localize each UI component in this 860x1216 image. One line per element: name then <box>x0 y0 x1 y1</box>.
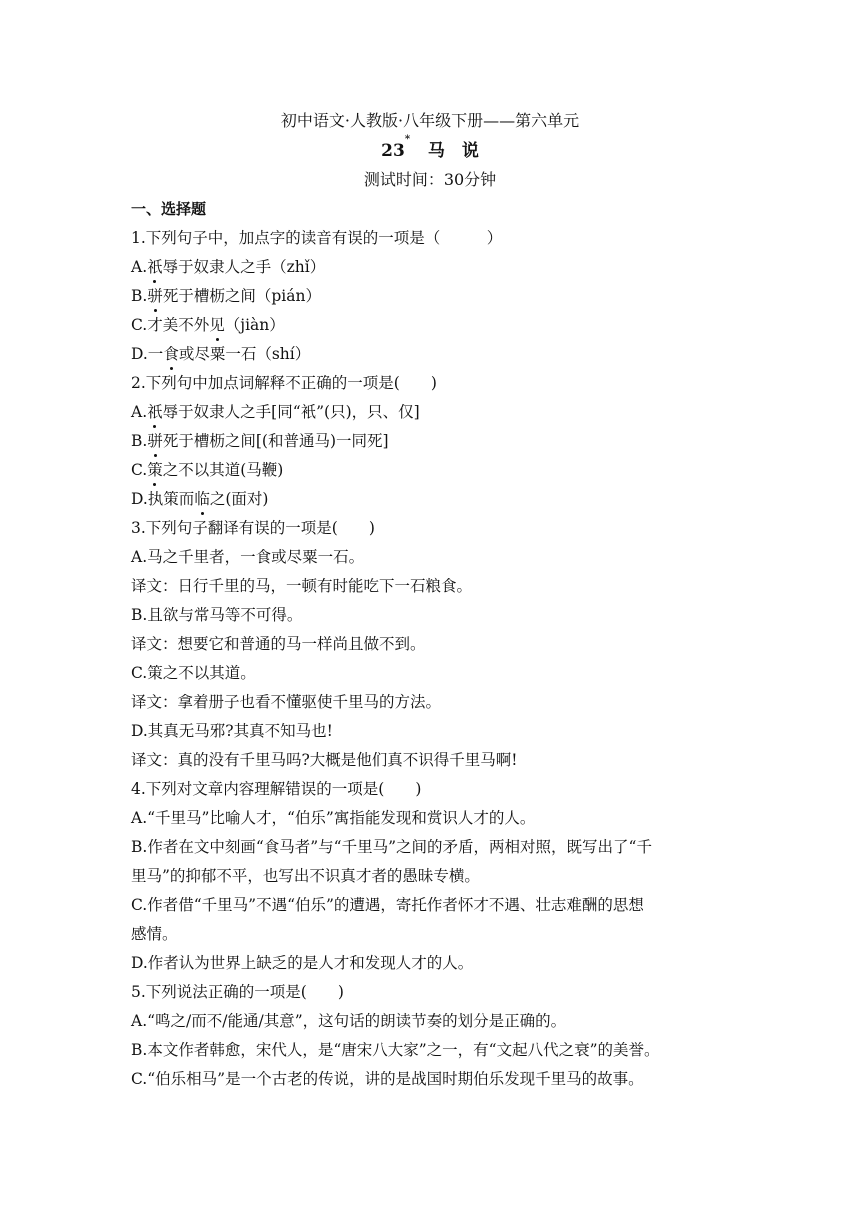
q3-line: 译文：日行千里的马，一顿有时能吃下一石粮食。 <box>131 577 473 595</box>
q2-option-b: B.骈死于槽枥之间[(和普通马)一同死] <box>131 427 736 456</box>
q4-option-b-line2: 里马”的抑郁不平，也写出不识真才者的愚昧专横。 <box>131 867 480 885</box>
dotted-char: 骈 <box>147 282 163 311</box>
q3-line: D.其真无马邪?其真不知马也! <box>131 722 333 740</box>
q4-stem: 4.下列对文章内容理解错误的一项是( ) <box>131 780 422 798</box>
q1-option-c: C.才美不外见（jiàn） <box>131 311 736 340</box>
dotted-char: 临 <box>194 485 210 514</box>
q3-line: 译文：想要它和普通的马一样尚且做不到。 <box>131 635 426 653</box>
lesson-title <box>0 136 860 161</box>
q2-stem: 2.下列句中加点词解释不正确的一项是( ) <box>131 374 437 392</box>
question-body <box>131 195 736 1094</box>
q5-option-c: C.“伯乐相马”是一个古老的传说，讲的是战国时期伯乐发现千里马的故事。 <box>131 1070 644 1088</box>
q4-option-c-line1: C.作者借“千里马”不遇“伯乐”的遭遇，寄托作者怀才不遇、壮志难酬的思想 <box>131 896 644 914</box>
lesson-number: 23 <box>381 141 405 161</box>
q3-line: C.策之不以其道。 <box>131 664 256 682</box>
section-title: 一、选择题 <box>131 200 207 218</box>
q1-stem: 1.下列句子中，加点字的读音有误的一项是（ ） <box>131 229 503 247</box>
q2-option-c: C.策之不以其道(马鞭) <box>131 456 736 485</box>
q3-stem: 3.下列句子翻译有误的一项是( ) <box>131 519 375 537</box>
q3-line: B.且欲与常马等不可得。 <box>131 606 303 624</box>
q3-line: 译文：拿着册子也看不懂驱使千里马的方法。 <box>131 693 442 711</box>
dotted-char: 食 <box>163 340 179 369</box>
q1-option-a: A.祇辱于奴隶人之手（zhǐ） <box>131 253 736 282</box>
q3-line: 译文：真的没有千里马吗?大概是他们真不识得千里马啊! <box>131 751 518 769</box>
test-time: 测试时间：30分钟 <box>363 170 497 189</box>
q1-option-d: D.一食或尽粟一石（shí） <box>131 340 736 369</box>
q4-option-c-line2: 感情。 <box>131 925 178 943</box>
q2-option-d: D.执策而临之(面对) <box>131 485 736 514</box>
dotted-char: 骈 <box>147 427 163 456</box>
dotted-char: 祇 <box>147 398 163 427</box>
dotted-char: 见 <box>209 311 225 340</box>
course-header: 初中语文·人教版·八年级下册——第六单元 <box>280 111 580 130</box>
dotted-char: 策 <box>147 456 163 485</box>
lesson-mark: * <box>404 134 411 145</box>
q3-line: A.马之千里者，一食或尽粟一石。 <box>131 548 365 566</box>
q5-stem: 5.下列说法正确的一项是( ) <box>131 983 344 1001</box>
q4-option-b-line1: B.作者在文中刻画“食马者”与“千里马”之间的矛盾，两相对照，既写出了“千 <box>131 838 652 856</box>
q2-option-a: A.祇辱于奴隶人之手[同“衹”(只)，只、仅] <box>131 398 736 427</box>
dotted-char: 祇 <box>147 253 163 282</box>
lesson-name: 马 说 <box>427 141 479 161</box>
q4-option-d: D.作者认为世界上缺乏的是人才和发现人才的人。 <box>131 954 474 972</box>
q5-option-a: A.“鸣之/而不/能通/其意”，这句话的朗读节奏的划分是正确的。 <box>131 1012 567 1030</box>
q5-option-b: B.本文作者韩愈，宋代人，是“唐宋八大家”之一，有“文起八代之衰”的美誉。 <box>131 1041 660 1059</box>
q1-option-b: B.骈死于槽枥之间（pián） <box>131 282 736 311</box>
q4-option-a: A.“千里马”比喻人才，“伯乐”寓指能发现和赏识人才的人。 <box>131 809 536 827</box>
